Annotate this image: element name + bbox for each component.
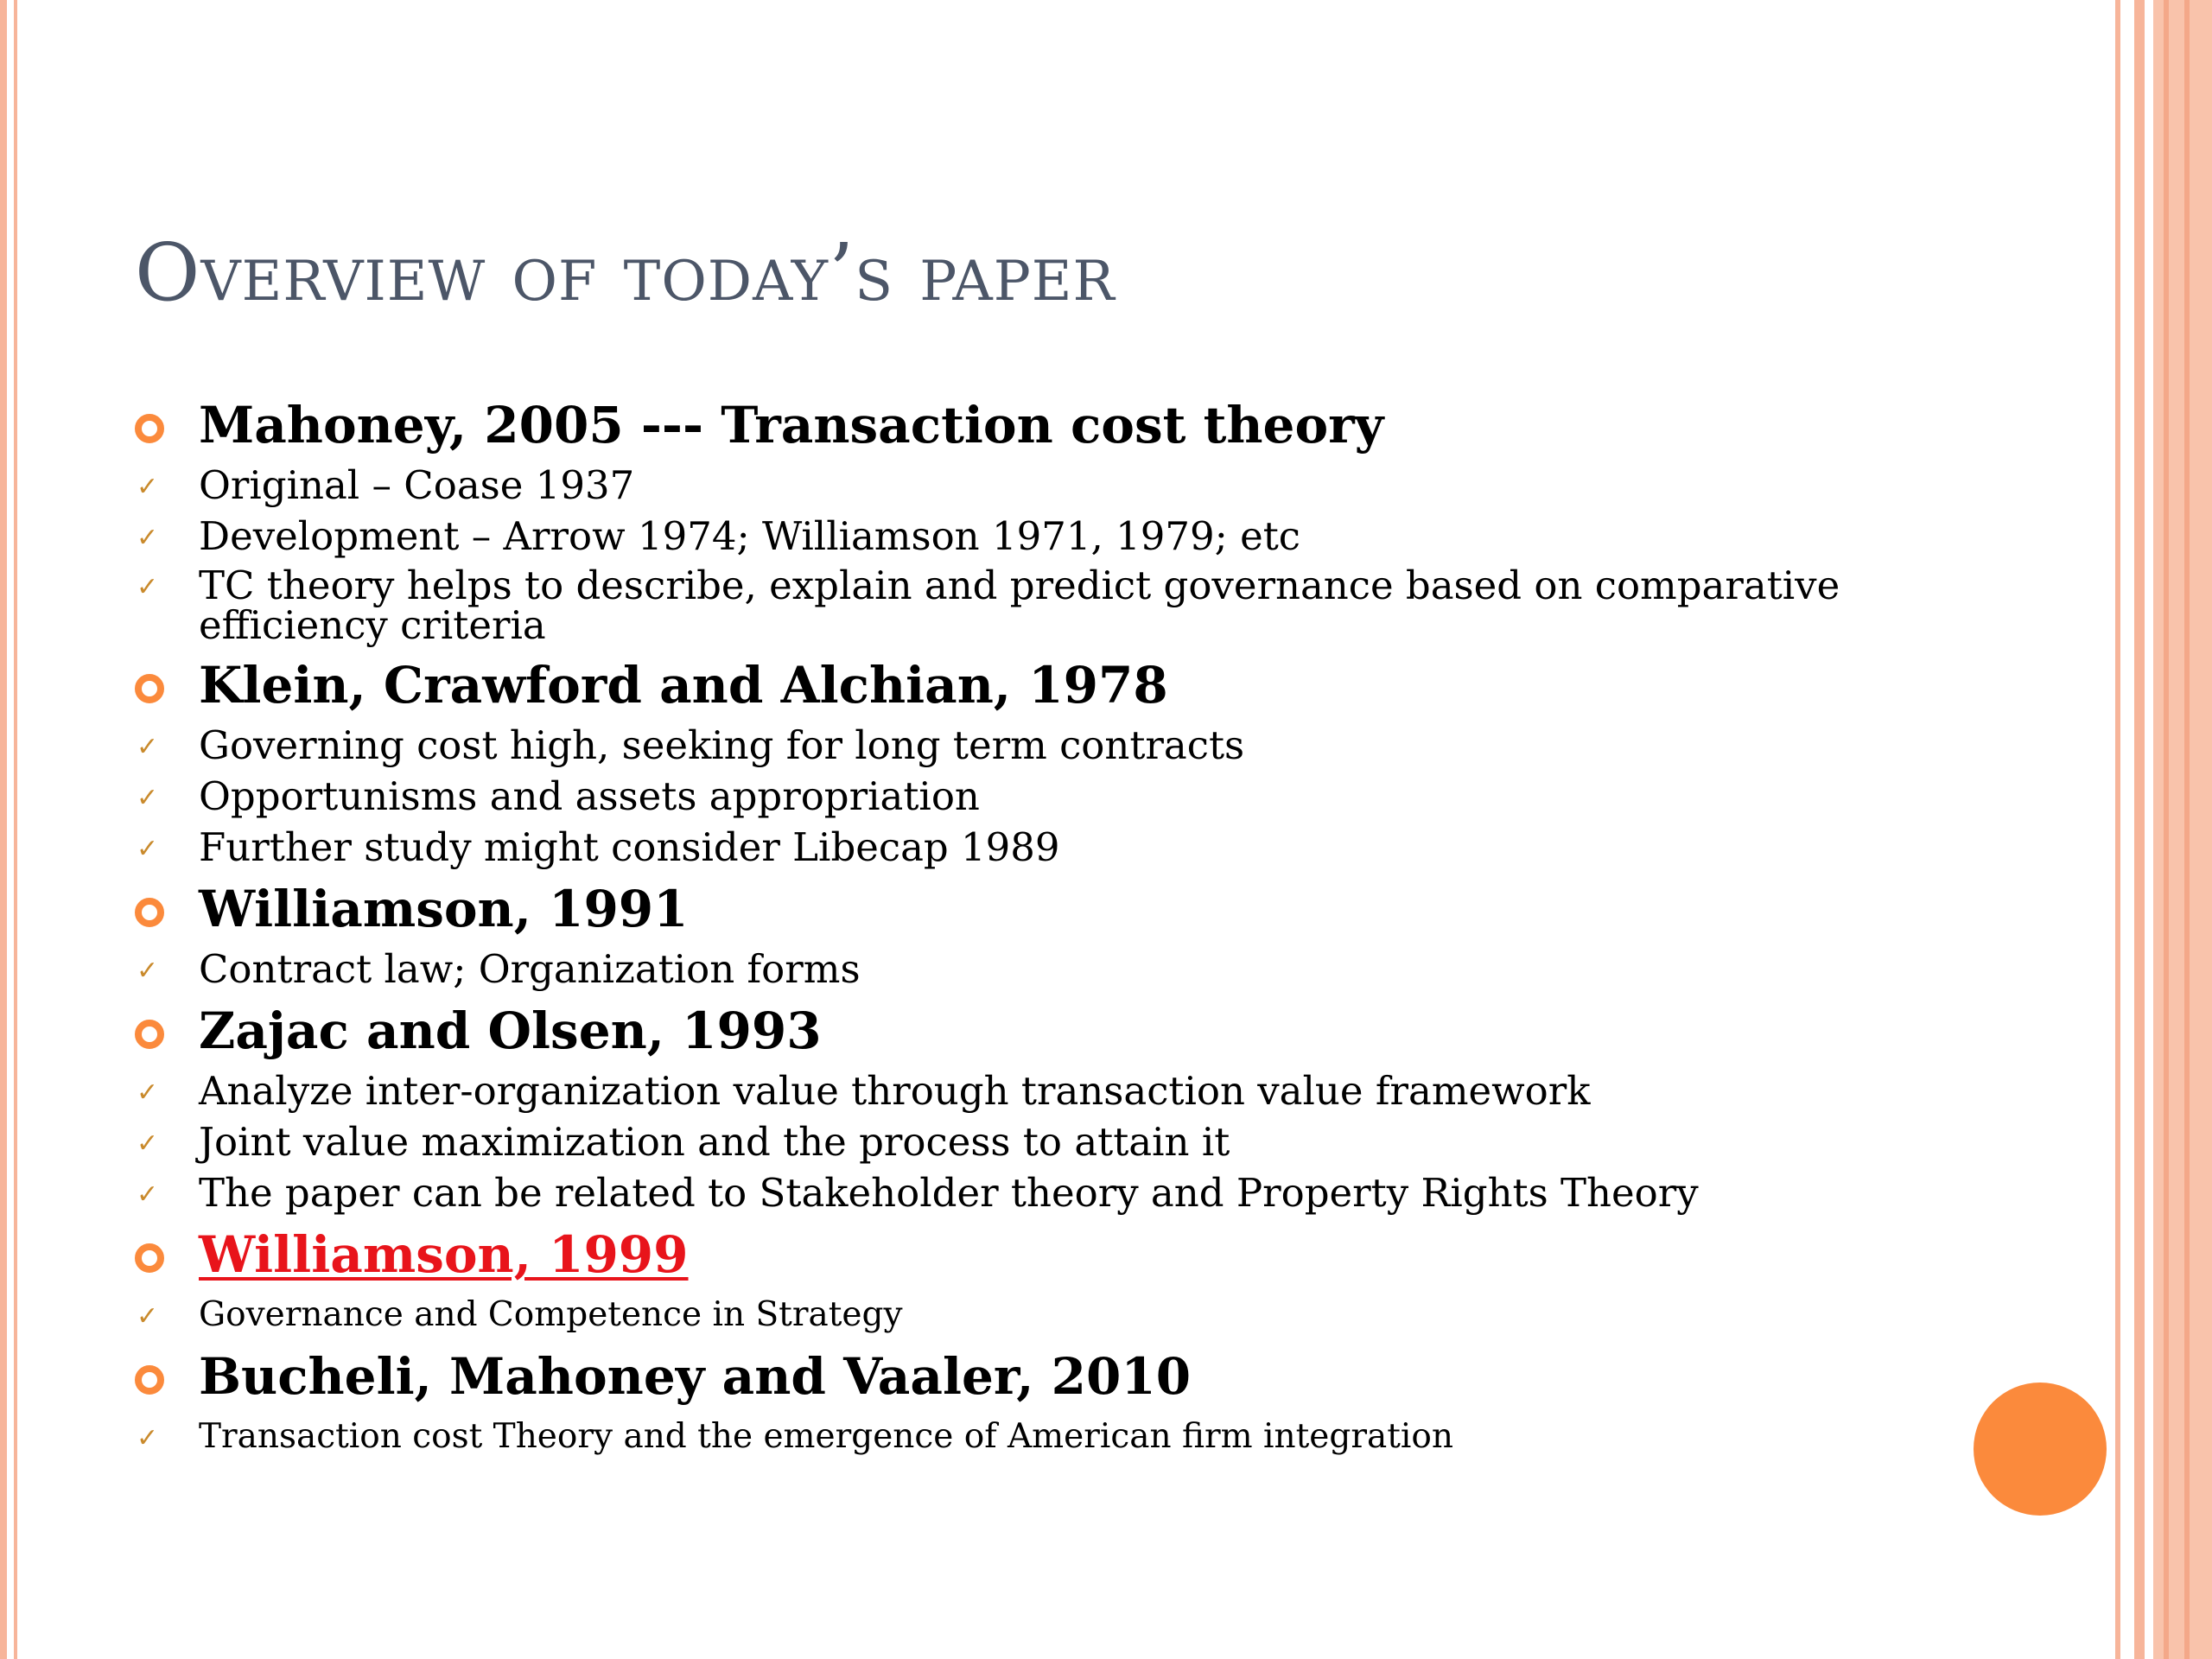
checkmark-icon: ✓ — [137, 732, 159, 762]
checkmark-icon: ✓ — [137, 834, 159, 864]
list-item-text: Analyze inter-organization value through transaction value framework — [199, 1068, 1591, 1114]
section-heading — [135, 878, 1863, 940]
circle-bullet-icon — [135, 1020, 164, 1049]
list-item — [135, 1121, 1863, 1164]
circle-bullet-icon — [135, 1243, 164, 1273]
section-heading — [135, 1000, 1863, 1062]
checkmark-icon: ✓ — [137, 956, 159, 986]
list-item-text: Opportunisms and assets appropriation — [199, 773, 980, 819]
list-item-text: TC theory helps to describe, explain and predict governance based on comparative efficiency criteria — [199, 563, 1840, 648]
list-item-text: The paper can be related to Stakeholder theory and Property Rights Theory — [199, 1170, 1699, 1216]
list-item-text: Further study might consider Libecap 1989 — [199, 824, 1060, 870]
williamson-1999-link[interactable]: Williamson, 1999 — [199, 1225, 689, 1284]
checkmark-icon: ✓ — [137, 1179, 159, 1210]
section-heading — [135, 654, 1863, 716]
section-heading-text: Williamson, 1991 — [199, 880, 689, 938]
checkmark-icon: ✓ — [137, 1301, 159, 1332]
right-border-band — [2153, 0, 2212, 1659]
list-item — [135, 464, 1863, 507]
section-heading-text: Bucheli, Mahoney and Vaaler, 2010 — [199, 1347, 1192, 1406]
list-item — [135, 1070, 1863, 1113]
list-item-text: Transaction cost Theory and the emergence of American firm integration — [199, 1417, 1453, 1456]
slide-title: Overview of today’s paper — [135, 226, 1116, 319]
list-item-text: Governing cost high, seeking for long term contracts — [199, 722, 1245, 768]
checkmark-icon: ✓ — [137, 1423, 159, 1453]
circle-bullet-icon — [135, 674, 164, 703]
right-border-outer-line — [2184, 0, 2190, 1659]
list-item-text: Contract law; Organization forms — [199, 946, 861, 992]
list-item — [135, 563, 1863, 648]
checkmark-icon: ✓ — [137, 523, 159, 553]
section-heading-text: Zajac and Olsen, 1993 — [199, 1001, 822, 1060]
section-heading — [135, 394, 1863, 456]
list-item-text: Joint value maximization and the process to attain it — [199, 1119, 1230, 1165]
list-item — [135, 826, 1863, 869]
section-heading-text: Mahoney, 2005 --- Transaction cost theory — [199, 396, 1384, 454]
checkmark-icon: ✓ — [137, 783, 159, 813]
circle-bullet-icon — [135, 414, 164, 443]
right-border-stripe — [2134, 0, 2145, 1659]
section-heading — [135, 1345, 1863, 1408]
slide-content — [135, 385, 1863, 1466]
circle-bullet-icon — [135, 1365, 164, 1395]
right-border-inner-line — [2164, 0, 2169, 1659]
list-item — [135, 724, 1863, 767]
circle-bullet-icon — [135, 898, 164, 927]
list-item — [135, 1294, 1863, 1337]
checkmark-icon: ✓ — [137, 1128, 159, 1159]
list-item — [135, 948, 1863, 991]
section-heading-text: Klein, Crawford and Alchian, 1978 — [199, 656, 1168, 715]
accent-circle — [1974, 1382, 2107, 1516]
list-item-text: Original – Coase 1937 — [199, 462, 635, 508]
checkmark-icon: ✓ — [137, 572, 159, 602]
section-heading — [135, 1224, 1863, 1286]
list-item-text: Governance and Competence in Strategy — [199, 1295, 903, 1334]
right-border-line — [2115, 0, 2120, 1659]
checkmark-icon: ✓ — [137, 472, 159, 502]
list-item — [135, 1415, 1863, 1459]
checkmark-icon: ✓ — [137, 1077, 159, 1108]
list-item — [135, 515, 1863, 558]
left-border-stripe — [0, 0, 7, 1659]
left-border-line — [14, 0, 17, 1659]
list-item-text: Development – Arrow 1974; Williamson 1971, 1979; etc — [199, 513, 1300, 559]
list-item — [135, 1172, 1863, 1215]
list-item — [135, 775, 1863, 818]
